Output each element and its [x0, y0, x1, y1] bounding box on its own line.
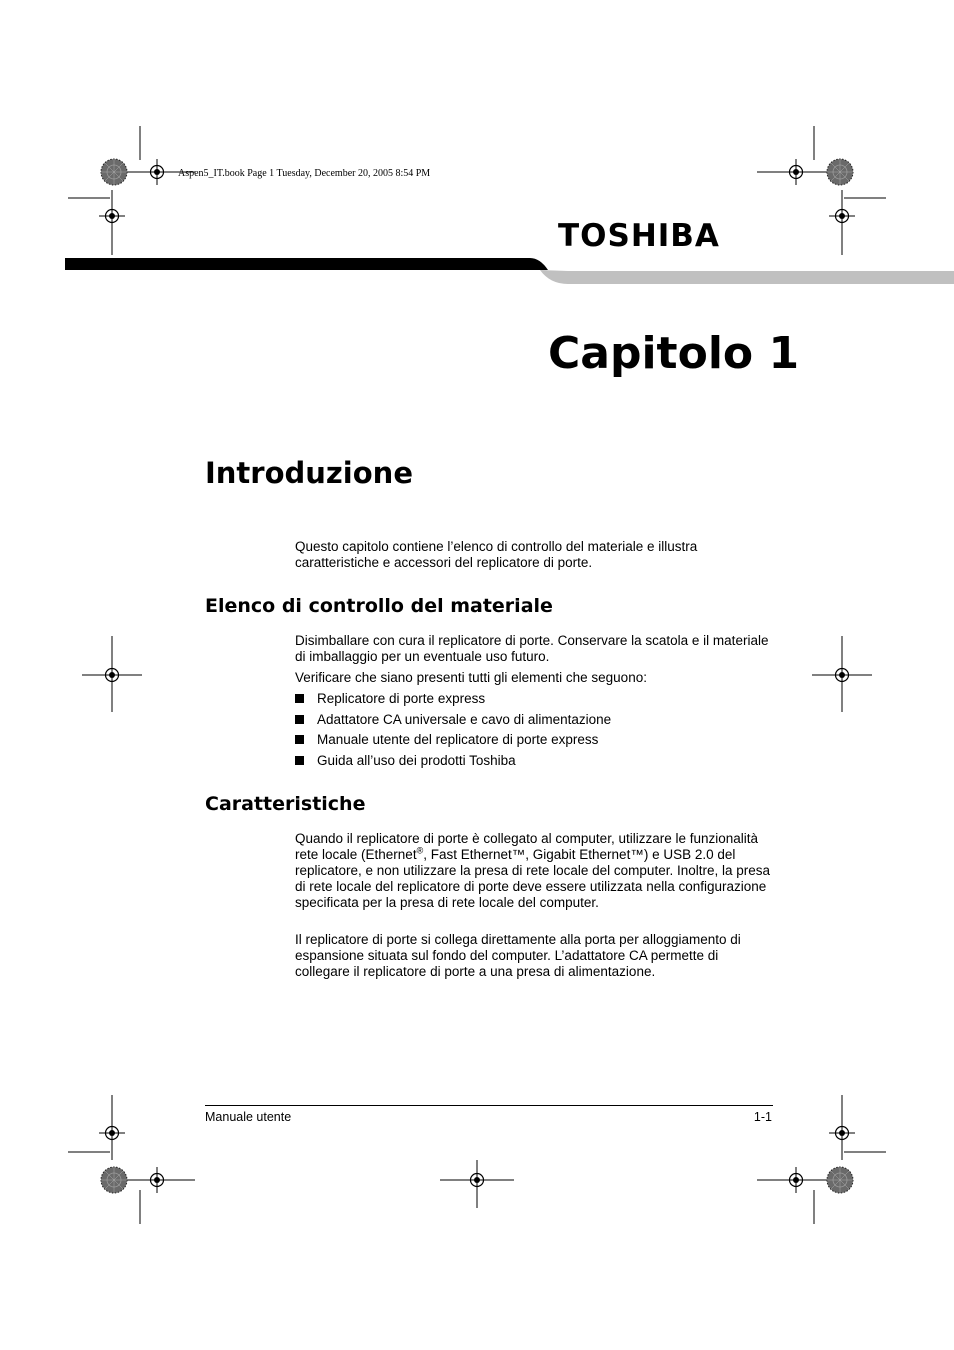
list-item: [295, 732, 598, 748]
list-item: [295, 712, 611, 728]
bullet-square-icon: [295, 715, 304, 724]
header-band: [65, 258, 954, 284]
section-heading-features: Caratteristiche: [205, 793, 366, 815]
footer-divider: [205, 1105, 773, 1106]
footer-title: Manuale utente: [205, 1110, 292, 1124]
bullet-square-icon: [295, 694, 304, 703]
list-item: [295, 753, 516, 769]
toshiba-logo: TOSHIBA: [558, 218, 720, 254]
features-paragraph-2: Il replicatore di porte si collega direttamente alla porta per alloggiamento di espansione situata sul fondo del computer. L’adattatore CA permette di collegare il replicatore di porte a una presa di alimentazione.: [295, 932, 741, 979]
list-item-label: Guida all’uso dei prodotti Toshiba: [317, 753, 516, 768]
section-heading-checklist: Elenco di controllo del materiale: [205, 595, 553, 617]
list-item-label: Manuale utente del replicatore di porte express: [317, 732, 599, 747]
checklist-paragraph-2: Verificare che siano presenti tutti gli elementi che seguono:: [295, 670, 647, 685]
list-item-label: Replicatore di porte express: [317, 691, 486, 706]
list-item-label: Adattatore CA universale e cavo di alimentazione: [317, 712, 612, 727]
intro-paragraph: Questo capitolo contiene l’elenco di controllo del materiale e illustra caratteristiche e accessori del replicatore di porte.: [295, 539, 698, 570]
features-paragraph-1: Quando il replicatore di porte è collegato al computer, utilizzare le funzionalità rete locale (Ethernet®, Fast Ethernet™, Gigabit Ethernet™) e USB 2.0 del replicatore, e non utilizzare la presa di rete locale del computer. Inoltre, la presa di rete locale del replicatore di porte deve essere utilizzata nella configurazione specificata per la presa di rete locale del computer.: [295, 831, 771, 910]
bullet-square-icon: [295, 756, 304, 765]
list-item: [295, 691, 485, 707]
chapter-title: Capitolo 1: [548, 328, 800, 379]
checklist-paragraph-1: Disimballare con cura il replicatore di porte. Conservare la scatola e il materiale di imballaggio per un eventuale uso futuro.: [295, 633, 769, 664]
print-info: Aspen5_IT.book Page 1 Tuesday, December 20, 2005 8:54 PM: [178, 168, 431, 179]
page-number: 1-1: [753, 1110, 772, 1124]
bullet-square-icon: [295, 735, 304, 744]
page-title: Introduzione: [205, 456, 413, 490]
